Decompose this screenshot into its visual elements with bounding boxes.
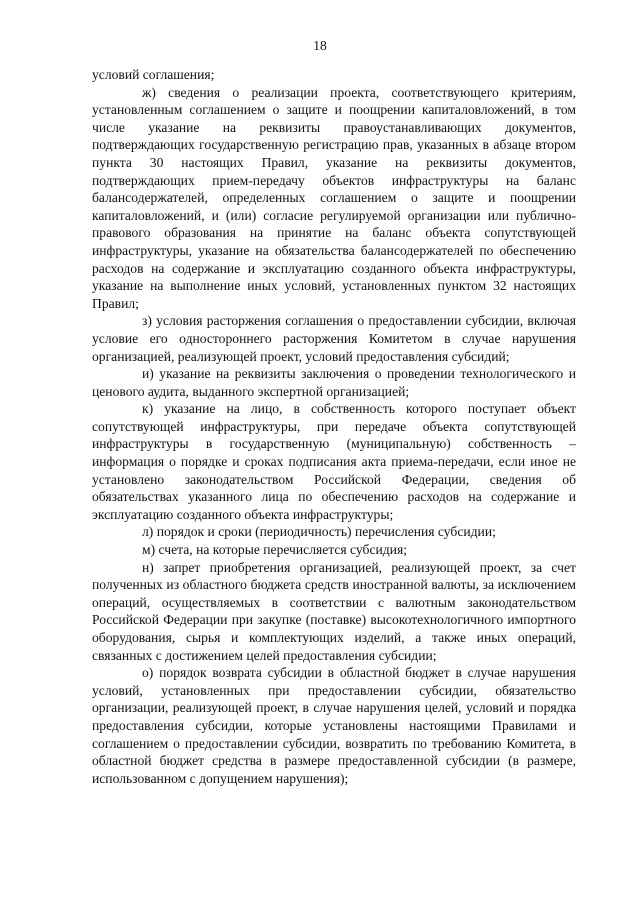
paragraph-o: о) порядок возврата субсидии в областной бюджет в случае нарушения условий, установленных при предоставлении субсидии, обязательство организации, реализующей проект, в случае нарушения целей, условий и порядка предоставления субсидии, которые установлены настоящими Правилами и соглашением о предоставлении субсидии, возвратить по требованию Комитета, в областной бюджет средства в размере предоставленной субсидии (в размере, использованном с допущением нарушения); <box>92 665 576 786</box>
document-body <box>92 66 576 787</box>
paragraph-i: и) указание на реквизиты заключения о проведении технологического и ценового аудита, выданного экспертной организацией; <box>92 366 576 399</box>
paragraph-n: н) запрет приобретения организацией, реализующей проект, за счет полученных из областного бюджета средств иностранной валюты, за исключением операций, осуществляемых в соответствии с валютным законодательством Российской Федерации при закупке (поставке) высокотехнологичного импортного оборудования, сырья и комплектующих изделий, а также иных операций, связанных с достижением целей предоставления субсидии; <box>92 559 576 663</box>
page-number: 18 <box>313 38 327 53</box>
paragraph-l: л) порядок и сроки (периодичность) перечисления субсидии; <box>142 524 496 540</box>
paragraph-continuation: условий соглашения; <box>92 67 215 82</box>
paragraph-zh: ж) сведения о реализации проекта, соответствующего критериям, установленным соглашением о защите и поощрении капиталовложений, в том числе указание на реквизиты правоустанавливающих документов, подтверждающих государственную регистрацию прав, указанных в абзаце втором пункта 30 настоящих Правил, указание на реквизиты документов, подтверждающих прием-передачу объектов инфраструктуры на баланс балансодержателей, определенных соглашением о защите и поощрении капиталовложений, и (или) согласие регулируемой организации или публично-правового образования на принятие на баланс объекта сопутствующей инфраструктуры, указание на обязательства балансодержателей по обеспечению расходов на содержание и эксплуатацию созданного объекта инфраструктуры, указание на выполнение иных условий, установленных пунктом 32 настоящих Правил; <box>92 84 576 311</box>
paragraph-k: к) указание на лицо, в собственность которого поступает объект сопутствующей инфраструктуры, при передаче объекта сопутствующей инфраструктуры в государственную (муниципальную) собственность – информация о порядке и сроках подписания акта приема-передачи, если иное не установлено законодательством Российской Федерации, сведения об обязательствах указанного лица по обеспечению расходов на содержание и эксплуатацию созданного объекта инфраструктуры; <box>92 401 576 522</box>
paragraph-m: м) счета, на которые перечисляется субсидия; <box>142 542 407 558</box>
paragraph-z: з) условия расторжения соглашения о предоставлении субсидии, включая условие его одностороннего расторжения Комитетом в случае нарушения организацией, реализующей проект, условий предоставления субсидий; <box>92 313 576 364</box>
